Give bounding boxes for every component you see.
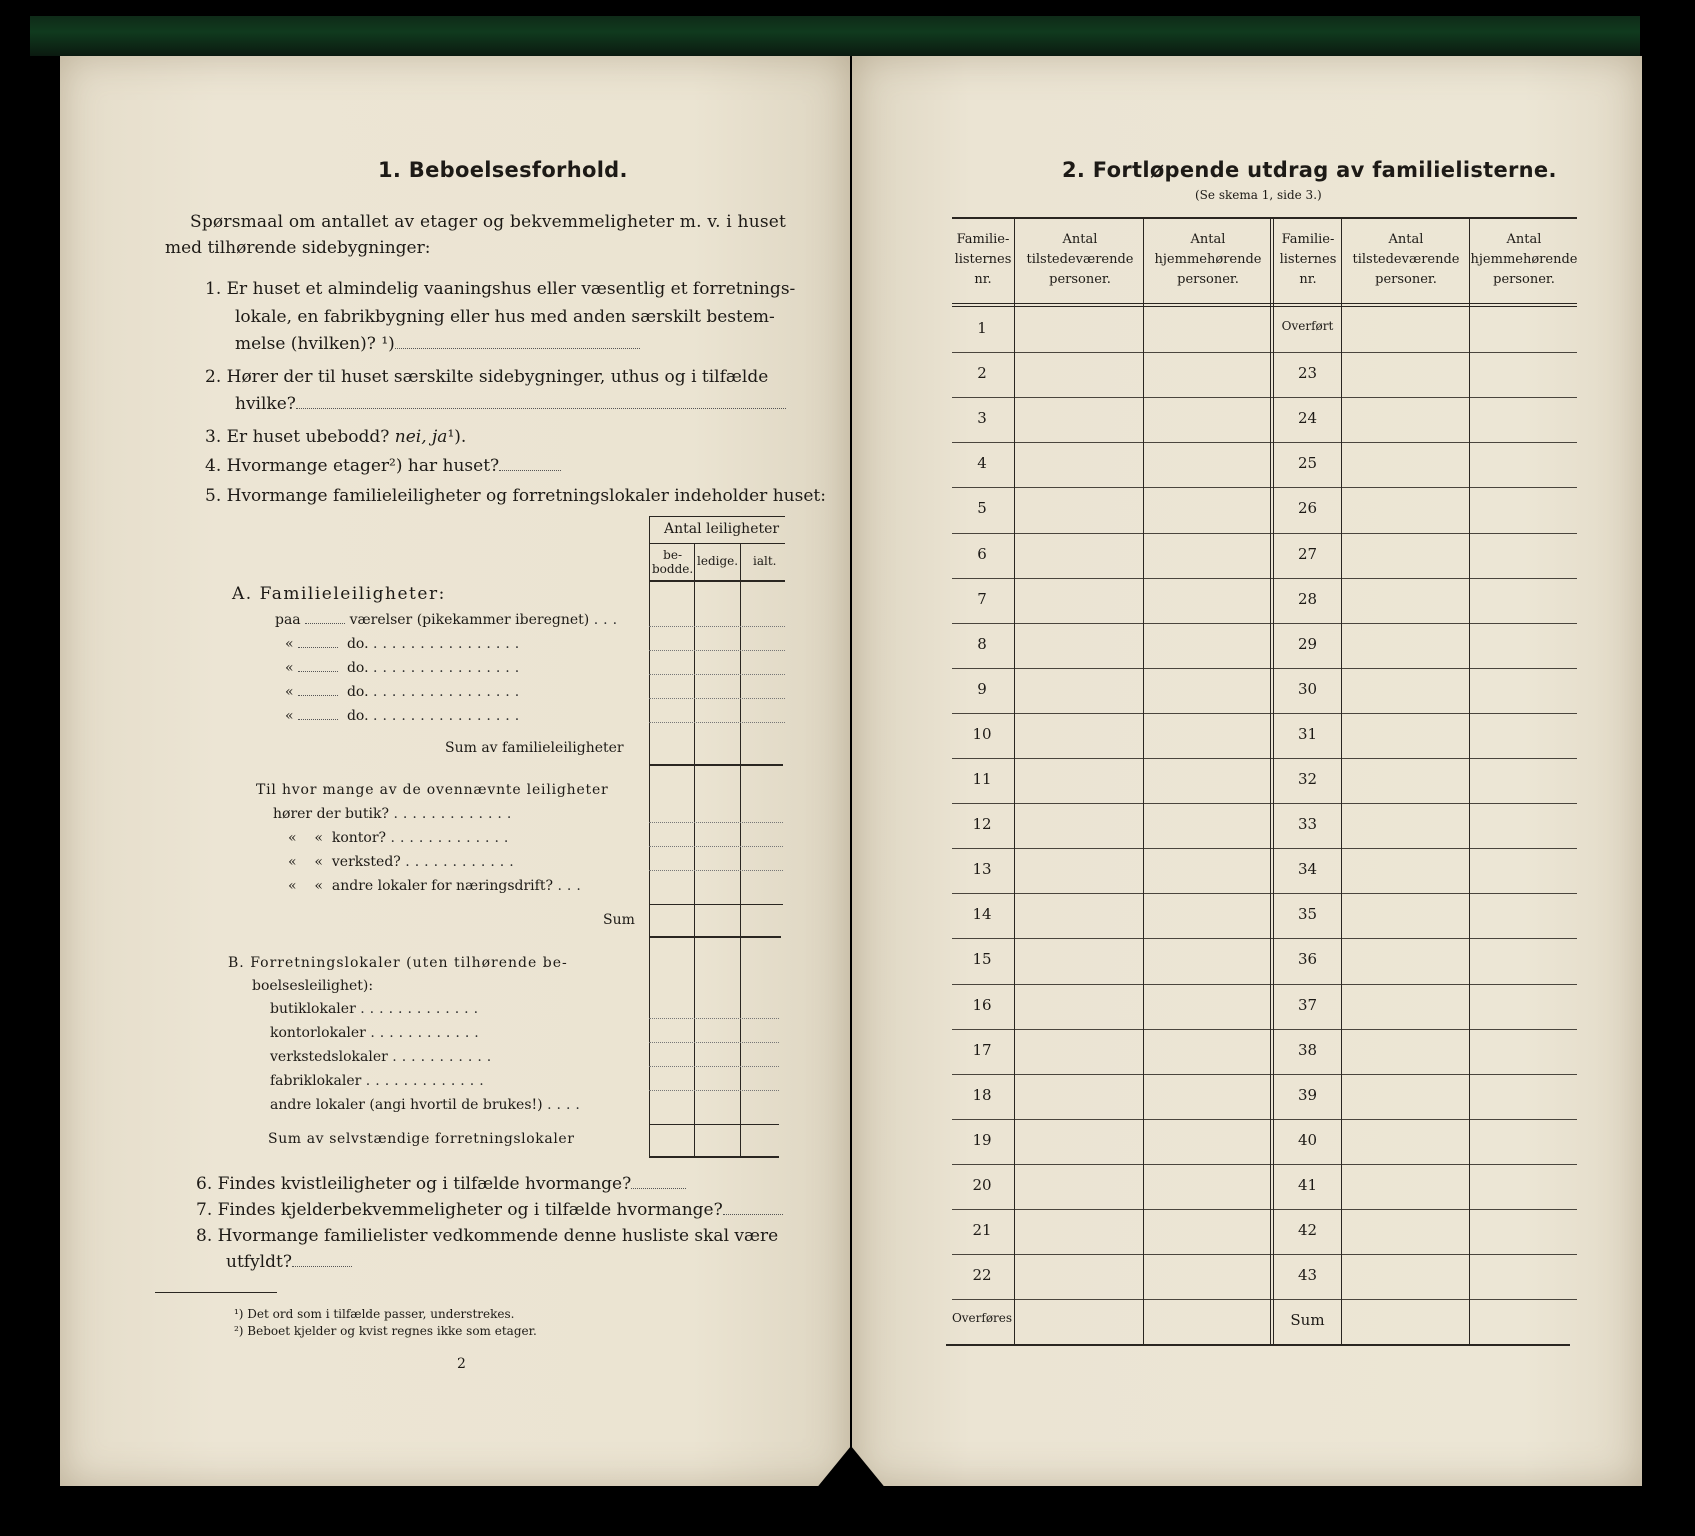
header-tilstede-2: Antal tilstedeværende personer. — [1352, 232, 1460, 287]
question-8-line-2: utfyldt? — [226, 1248, 352, 1276]
question-2-line-1: 2. Hører der til huset særskilte sidebygninger, uthus og i tilfælde — [205, 367, 769, 387]
list-row-right-number: 41 — [1297, 1175, 1318, 1194]
list-row-right-number: Sum — [1290, 1311, 1325, 1330]
question-6: 6. Findes kvistleiligheter og i tilfælde hvormange? — [196, 1170, 686, 1198]
section-b-line-2: boelsesleilighet): — [252, 978, 374, 994]
footnote-2: ²) Beboet kjelder og kvist regnes ikke som etager. — [234, 1324, 537, 1338]
list-row-rule — [952, 1209, 1577, 1210]
col-line-2 — [1143, 217, 1144, 1344]
list-row-right-number: 37 — [1297, 995, 1318, 1014]
a-row-3: « do. ................ — [285, 657, 524, 676]
col-bebodde-header: be- bodde. — [652, 548, 694, 576]
list-row-left-number: 3 — [977, 409, 987, 428]
list-row-right-number: 40 — [1297, 1130, 1318, 1149]
col-line-5 — [1469, 217, 1470, 1344]
list-row-rule — [952, 803, 1577, 804]
list-table-bottom-rule — [946, 1344, 1570, 1346]
list-row-right-number: 38 — [1297, 1040, 1318, 1059]
list-row-rule — [952, 578, 1577, 579]
question-1-line-1: 1. Er huset et almindelig vaaningshus eller væsentlig et forretnings- — [205, 279, 796, 299]
shop-sum-rule — [649, 936, 781, 938]
list-row-rule — [952, 938, 1577, 939]
list-row-right-number: 29 — [1297, 634, 1318, 653]
list-row-right-number: 33 — [1297, 815, 1318, 834]
list-row-left-number: Overføres — [951, 1311, 1013, 1326]
list-row-rule — [952, 848, 1577, 849]
list-row-left-number: 12 — [972, 815, 992, 834]
b-andre: andre lokaler (angi hvortil de brukes!) .... — [270, 1097, 585, 1113]
list-row-rule — [952, 893, 1577, 894]
question-8-line-1: 8. Hvormange familielister vedkommende denne husliste skal være — [196, 1226, 779, 1246]
question-1-line-3: melse (hvilken)? ¹) — [235, 330, 640, 358]
list-row-right-number: 39 — [1297, 1085, 1318, 1104]
intro-line-1: Spørsmaal om antallet av etager og bekvemmeligheter m. v. i huset — [190, 212, 787, 232]
list-row-left-number: 4 — [977, 454, 987, 473]
footnote-1: ¹) Det ord som i tilfælde passer, understrekes. — [234, 1307, 515, 1321]
list-row-right-number: 24 — [1297, 409, 1318, 428]
list-row-right-number: 36 — [1297, 950, 1318, 969]
list-row-left-number: 20 — [972, 1175, 992, 1194]
list-row-rule — [952, 984, 1577, 985]
list-row-rule — [952, 623, 1577, 624]
question-7: 7. Findes kjelderbekvemmeligheter og i tilfælde hvormange? — [196, 1196, 783, 1224]
list-row-rule — [952, 668, 1577, 669]
list-row-rule — [952, 758, 1577, 759]
list-row-rule — [952, 713, 1577, 714]
list-row-left-number: 19 — [972, 1130, 992, 1149]
col-ledige-header: ledige. — [697, 554, 739, 568]
list-row-right-number: 43 — [1297, 1266, 1318, 1285]
list-row-right-number: 26 — [1297, 499, 1318, 518]
list-row-left-number: 9 — [977, 679, 987, 698]
section-b-line-1: B. Forretningslokaler (uten tilhørende be- — [228, 955, 568, 971]
b-kontor: kontorlokaler ............ — [270, 1025, 484, 1041]
list-row-left-number: 18 — [972, 1085, 992, 1104]
list-row-right-number: Overført — [1281, 319, 1334, 333]
left-page — [60, 56, 850, 1486]
col-ialt-header: ialt. — [753, 554, 777, 568]
list-row-right-number: 42 — [1297, 1221, 1318, 1239]
list-row-rule — [952, 1074, 1577, 1075]
list-row-right-number: 28 — [1297, 589, 1318, 608]
shop-line-2: hører der butik? ............. — [273, 806, 517, 822]
question-2-line-2: hvilke? — [235, 390, 786, 418]
list-table-top-rule — [952, 217, 1577, 219]
intro-line-2: med tilhørende sidebygninger: — [165, 238, 431, 258]
table-subhead-rule — [649, 543, 785, 544]
b-sum-label: Sum av selvstændige forretningslokaler — [268, 1131, 575, 1147]
list-row-left-number: 2 — [977, 364, 987, 383]
shop-line-1: Til hvor mange av de ovennævnte leiligheter — [256, 782, 609, 798]
section-2-subtitle: (Se skema 1, side 3.) — [1195, 188, 1322, 202]
table-head-label: Antal leiligheter — [664, 521, 780, 537]
list-row-rule — [952, 1164, 1577, 1165]
list-row-left-number: 6 — [977, 544, 987, 563]
list-row-rule — [952, 1029, 1577, 1030]
b-butik: butiklokaler ............. — [270, 1001, 484, 1017]
header-nr-2: Familie- listernes nr. — [1279, 232, 1337, 287]
section-1-title: 1. Beboelsesforhold. — [378, 158, 628, 182]
shop-verksted: « « verksted? ............ — [288, 854, 519, 870]
list-row-right-number: 23 — [1297, 364, 1318, 383]
a-sum-rule — [649, 764, 783, 766]
b-sum-rule — [649, 1156, 779, 1158]
list-row-right-number: 27 — [1297, 544, 1318, 563]
header-hjemme-2: Antal hjemmehørende personer. — [1470, 232, 1578, 287]
list-row-left-number: 17 — [972, 1040, 992, 1059]
list-row-left-number: 7 — [977, 589, 987, 608]
page-number: 2 — [457, 1356, 466, 1372]
table-col-divider-2 — [740, 543, 741, 1156]
list-row-rule — [952, 352, 1577, 353]
question-5: 5. Hvormange familieleiligheter og forretningslokaler indeholder huset: — [205, 486, 826, 506]
list-row-rule — [952, 1299, 1577, 1300]
col-line-4 — [1341, 217, 1342, 1344]
list-row-left-number: 22 — [972, 1266, 992, 1285]
list-row-left-number: 13 — [972, 860, 992, 879]
a-row-1: paa værelser (pikekammer iberegnet) ... — [275, 609, 622, 628]
list-row-rule — [952, 397, 1577, 398]
list-row-rule — [952, 1119, 1577, 1120]
col-line-3b — [1273, 217, 1274, 1344]
list-row-left-number: 21 — [972, 1221, 992, 1239]
list-row-right-number: 25 — [1297, 454, 1318, 473]
list-row-right-number: 30 — [1297, 679, 1318, 698]
shop-kontor: « « kontor? ............. — [288, 830, 514, 846]
a-sum-label: Sum av familieleiligheter — [445, 740, 624, 756]
list-row-right-number: 34 — [1297, 860, 1318, 879]
list-row-left-number: 16 — [972, 995, 992, 1014]
table-head-bottom-rule — [649, 580, 785, 582]
col-line-1 — [1014, 217, 1015, 1344]
list-row-left-number: 14 — [972, 905, 992, 924]
list-row-rule — [952, 533, 1577, 534]
list-row-rule — [952, 442, 1577, 443]
question-1-line-2: lokale, en fabrikbygning eller hus med anden særskilt bestem- — [235, 307, 775, 327]
header-hjemme-1: Antal hjemmehørende personer. — [1154, 232, 1262, 287]
section-a-title: A. Familieleiligheter: — [232, 584, 446, 604]
list-row-left-number: 11 — [972, 770, 992, 788]
list-row-left-number: 10 — [972, 724, 992, 743]
a-row-2: « do. ................ — [285, 633, 524, 652]
list-row-rule — [952, 1254, 1577, 1255]
question-4: 4. Hvormange etager²) har huset? — [205, 452, 561, 480]
table-top-rule — [649, 516, 785, 517]
b-verksted: verkstedslokaler ........... — [270, 1049, 497, 1065]
list-row-right-number: 31 — [1297, 724, 1318, 743]
table-col-divider-1 — [694, 543, 695, 1156]
shop-andre: « « andre lokaler for næringsdrift? ... — [288, 878, 586, 894]
section-2-title: 2. Fortløpende utdrag av familielisterne. — [1062, 158, 1557, 182]
list-table-head-rule — [952, 306, 1577, 307]
col-line-3a — [1270, 217, 1271, 1344]
b-fabrik: fabriklokaler ............. — [270, 1073, 489, 1089]
list-row-left-number: 15 — [972, 950, 992, 969]
list-row-left-number: 5 — [977, 499, 987, 518]
a-row-4: « do. ................ — [285, 681, 524, 700]
list-row-right-number: 35 — [1297, 905, 1318, 924]
footnote-rule — [155, 1292, 277, 1293]
shop-sum-label: Sum — [603, 912, 635, 928]
list-row-left-number: 8 — [977, 634, 987, 653]
header-tilstede-1: Antal tilstedeværende personer. — [1026, 232, 1134, 287]
a-row-5: « do. ................ — [285, 705, 524, 724]
question-3: 3. Er huset ubebodd? nei, ja¹). — [205, 427, 467, 447]
list-row-left-number: 1 — [977, 319, 987, 337]
list-row-rule — [952, 487, 1577, 488]
fold-notch — [815, 1446, 887, 1490]
table-left-border — [649, 516, 650, 1156]
header-nr-1: Familie- listernes nr. — [954, 232, 1012, 287]
scanner-edge — [30, 16, 1640, 56]
list-row-right-number: 32 — [1297, 770, 1318, 788]
